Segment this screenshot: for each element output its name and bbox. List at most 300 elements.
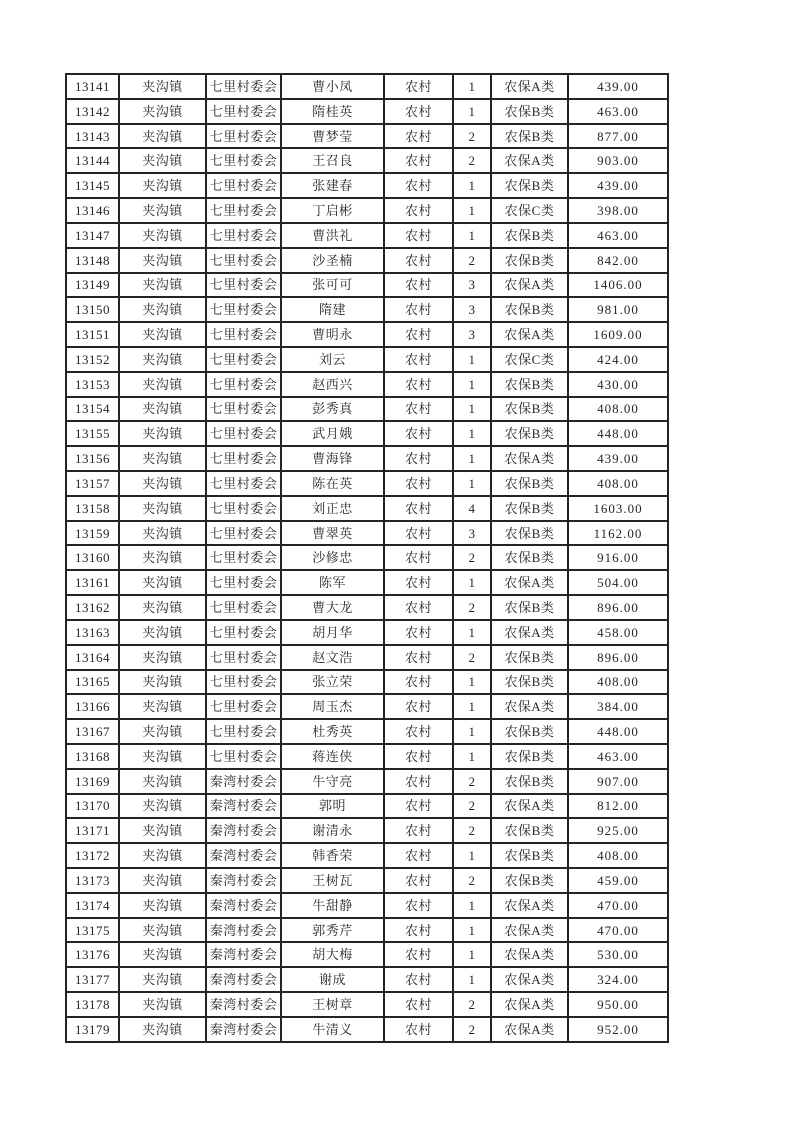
table-cell: 农保B类	[491, 397, 568, 422]
table-cell: 农村	[384, 818, 453, 843]
table-cell: 夹沟镇	[119, 421, 206, 446]
table-cell: 夹沟镇	[119, 670, 206, 695]
table-cell: 907.00	[568, 769, 668, 794]
table-cell: 农村	[384, 297, 453, 322]
table-row	[66, 620, 668, 645]
table-cell: 2	[453, 818, 491, 843]
table-row	[66, 992, 668, 1017]
table-cell: 夹沟镇	[119, 273, 206, 298]
table-cell: 农村	[384, 570, 453, 595]
table-row	[66, 248, 668, 273]
table-row	[66, 570, 668, 595]
table-cell: 农保B类	[491, 818, 568, 843]
table-cell: 七里村委会	[206, 496, 281, 521]
table-cell: 秦湾村委会	[206, 769, 281, 794]
table-cell: 896.00	[568, 645, 668, 670]
table-cell: 牛甜静	[281, 893, 384, 918]
table-cell: 1	[453, 893, 491, 918]
table-cell: 952.00	[568, 1017, 668, 1042]
table-cell: 七里村委会	[206, 595, 281, 620]
table-row	[66, 198, 668, 223]
table-row	[66, 74, 668, 99]
table-cell: 七里村委会	[206, 694, 281, 719]
table-cell: 1	[453, 694, 491, 719]
table-cell: 沙修忠	[281, 545, 384, 570]
table-cell: 七里村委会	[206, 74, 281, 99]
table-cell: 丁启彬	[281, 198, 384, 223]
table-cell: 1	[453, 843, 491, 868]
table-cell: 13156	[66, 446, 119, 471]
table-cell: 张建春	[281, 173, 384, 198]
table-cell: 刘云	[281, 347, 384, 372]
table-cell: 夹沟镇	[119, 322, 206, 347]
table-cell: 夹沟镇	[119, 868, 206, 893]
table-cell: 981.00	[568, 297, 668, 322]
table-cell: 七里村委会	[206, 273, 281, 298]
table-cell: 农保B类	[491, 670, 568, 695]
table-cell: 842.00	[568, 248, 668, 273]
table-cell: 925.00	[568, 818, 668, 843]
table-cell: 504.00	[568, 570, 668, 595]
table-cell: 农保A类	[491, 570, 568, 595]
table-row	[66, 173, 668, 198]
table-cell: 夹沟镇	[119, 595, 206, 620]
table-cell: 王树章	[281, 992, 384, 1017]
table-cell: 农村	[384, 446, 453, 471]
table-cell: 七里村委会	[206, 670, 281, 695]
table-cell: 458.00	[568, 620, 668, 645]
table-cell: 沙圣楠	[281, 248, 384, 273]
table-cell: 隋桂英	[281, 99, 384, 124]
table-cell: 农保A类	[491, 893, 568, 918]
table-cell: 农村	[384, 967, 453, 992]
table-cell: 463.00	[568, 744, 668, 769]
table-cell: 蒋连侠	[281, 744, 384, 769]
table-cell: 夹沟镇	[119, 124, 206, 149]
table-cell: 1	[453, 744, 491, 769]
table-cell: 农村	[384, 992, 453, 1017]
table-cell: 农保C类	[491, 198, 568, 223]
table-cell: 农村	[384, 595, 453, 620]
table-cell: 七里村委会	[206, 471, 281, 496]
table-cell: 武月娥	[281, 421, 384, 446]
table-cell: 农保C类	[491, 347, 568, 372]
table-cell: 13149	[66, 273, 119, 298]
table-cell: 七里村委会	[206, 322, 281, 347]
table-cell: 夹沟镇	[119, 570, 206, 595]
table-cell: 牛清义	[281, 1017, 384, 1042]
table-row	[66, 322, 668, 347]
table-cell: 2	[453, 769, 491, 794]
table-cell: 秦湾村委会	[206, 843, 281, 868]
table-cell: 13154	[66, 397, 119, 422]
table-cell: 13166	[66, 694, 119, 719]
table-row	[66, 595, 668, 620]
table-cell: 七里村委会	[206, 148, 281, 173]
table-cell: 408.00	[568, 471, 668, 496]
table-cell: 秦湾村委会	[206, 992, 281, 1017]
table-cell: 13158	[66, 496, 119, 521]
table-cell: 夹沟镇	[119, 620, 206, 645]
table-row	[66, 719, 668, 744]
table-cell: 384.00	[568, 694, 668, 719]
table-cell: 夹沟镇	[119, 297, 206, 322]
table-cell: 夹沟镇	[119, 372, 206, 397]
table-cell: 农村	[384, 670, 453, 695]
table-cell: 农保B类	[491, 545, 568, 570]
table-cell: 夹沟镇	[119, 744, 206, 769]
table-cell: 农保B类	[491, 297, 568, 322]
table-cell: 七里村委会	[206, 173, 281, 198]
table-cell: 农村	[384, 868, 453, 893]
table-cell: 农保A类	[491, 148, 568, 173]
table-cell: 13148	[66, 248, 119, 273]
table-cell: 七里村委会	[206, 446, 281, 471]
table-cell: 1	[453, 446, 491, 471]
table-cell: 2	[453, 1017, 491, 1042]
table-cell: 七里村委会	[206, 248, 281, 273]
table-row	[66, 372, 668, 397]
table-cell: 324.00	[568, 967, 668, 992]
table-cell: 农保B类	[491, 421, 568, 446]
table-cell: 398.00	[568, 198, 668, 223]
table-cell: 13172	[66, 843, 119, 868]
table-cell: 胡月华	[281, 620, 384, 645]
table-cell: 七里村委会	[206, 297, 281, 322]
table-cell: 13169	[66, 769, 119, 794]
table-cell: 439.00	[568, 74, 668, 99]
table-row	[66, 148, 668, 173]
table-cell: 韩香荣	[281, 843, 384, 868]
table-row	[66, 223, 668, 248]
table-cell: 农保A类	[491, 273, 568, 298]
table-cell: 408.00	[568, 843, 668, 868]
table-body	[66, 74, 668, 1042]
table-cell: 农村	[384, 645, 453, 670]
table-cell: 农保B类	[491, 173, 568, 198]
table-row	[66, 645, 668, 670]
table-cell: 农保A类	[491, 967, 568, 992]
table-cell: 农保A类	[491, 322, 568, 347]
table-cell: 夹沟镇	[119, 942, 206, 967]
table-cell: 秦湾村委会	[206, 893, 281, 918]
table-cell: 1	[453, 719, 491, 744]
table-cell: 408.00	[568, 670, 668, 695]
table-cell: 13165	[66, 670, 119, 695]
table-cell: 916.00	[568, 545, 668, 570]
table-cell: 农保B类	[491, 471, 568, 496]
table-cell: 夹沟镇	[119, 818, 206, 843]
table-cell: 七里村委会	[206, 397, 281, 422]
table-row	[66, 496, 668, 521]
table-cell: 农村	[384, 148, 453, 173]
table-row	[66, 694, 668, 719]
table-cell: 2	[453, 248, 491, 273]
table-cell: 夹沟镇	[119, 893, 206, 918]
table-cell: 13143	[66, 124, 119, 149]
table-cell: 农村	[384, 173, 453, 198]
table-row	[66, 893, 668, 918]
table-cell: 夹沟镇	[119, 1017, 206, 1042]
table-cell: 农保B类	[491, 99, 568, 124]
table-cell: 13176	[66, 942, 119, 967]
table-cell: 张立荣	[281, 670, 384, 695]
table-cell: 七里村委会	[206, 545, 281, 570]
benefit-roster-table	[65, 73, 669, 1043]
table-cell: 农保B类	[491, 223, 568, 248]
table-cell: 1	[453, 99, 491, 124]
table-row	[66, 942, 668, 967]
table-cell: 农保B类	[491, 843, 568, 868]
table-cell: 赵文浩	[281, 645, 384, 670]
table-cell: 谢成	[281, 967, 384, 992]
table-cell: 张可可	[281, 273, 384, 298]
table-cell: 农村	[384, 198, 453, 223]
table-cell: 530.00	[568, 942, 668, 967]
table-cell: 曹梦莹	[281, 124, 384, 149]
table-cell: 郭明	[281, 794, 384, 819]
table-row	[66, 471, 668, 496]
table-cell: 夹沟镇	[119, 347, 206, 372]
table-cell: 13162	[66, 595, 119, 620]
table-cell: 农保B类	[491, 868, 568, 893]
table-cell: 农村	[384, 471, 453, 496]
table-cell: 王召良	[281, 148, 384, 173]
table-cell: 470.00	[568, 893, 668, 918]
table-cell: 2	[453, 595, 491, 620]
table-cell: 曹大龙	[281, 595, 384, 620]
table-cell: 13155	[66, 421, 119, 446]
table-cell: 13142	[66, 99, 119, 124]
table-cell: 13157	[66, 471, 119, 496]
table-row	[66, 769, 668, 794]
table-cell: 448.00	[568, 719, 668, 744]
table-cell: 七里村委会	[206, 124, 281, 149]
table-cell: 农村	[384, 273, 453, 298]
table-row	[66, 421, 668, 446]
table-cell: 农村	[384, 372, 453, 397]
table-cell: 夹沟镇	[119, 223, 206, 248]
table-cell: 夹沟镇	[119, 794, 206, 819]
table-cell: 470.00	[568, 918, 668, 943]
table-cell: 459.00	[568, 868, 668, 893]
table-cell: 农村	[384, 99, 453, 124]
table-cell: 七里村委会	[206, 521, 281, 546]
table-cell: 950.00	[568, 992, 668, 1017]
table-row	[66, 843, 668, 868]
table-cell: 896.00	[568, 595, 668, 620]
table-cell: 13174	[66, 893, 119, 918]
table-cell: 七里村委会	[206, 570, 281, 595]
table-cell: 439.00	[568, 173, 668, 198]
table-cell: 秦湾村委会	[206, 868, 281, 893]
table-cell: 夹沟镇	[119, 148, 206, 173]
table-cell: 424.00	[568, 347, 668, 372]
table-cell: 13147	[66, 223, 119, 248]
table-cell: 2	[453, 148, 491, 173]
table-cell: 夹沟镇	[119, 496, 206, 521]
table-cell: 1	[453, 347, 491, 372]
table-cell: 牛守亮	[281, 769, 384, 794]
table-cell: 彭秀真	[281, 397, 384, 422]
table-cell: 农村	[384, 397, 453, 422]
table-cell: 1603.00	[568, 496, 668, 521]
table-cell: 曹小凤	[281, 74, 384, 99]
table-cell: 秦湾村委会	[206, 918, 281, 943]
table-cell: 秦湾村委会	[206, 967, 281, 992]
table-cell: 农村	[384, 322, 453, 347]
table-row	[66, 397, 668, 422]
table-cell: 2	[453, 868, 491, 893]
table-cell: 农保A类	[491, 620, 568, 645]
table-cell: 13141	[66, 74, 119, 99]
table-row	[66, 1017, 668, 1042]
table-cell: 1	[453, 570, 491, 595]
table-cell: 农村	[384, 694, 453, 719]
table-cell: 13179	[66, 1017, 119, 1042]
table-row	[66, 99, 668, 124]
table-cell: 夹沟镇	[119, 645, 206, 670]
table-cell: 1	[453, 372, 491, 397]
table-cell: 4	[453, 496, 491, 521]
table-cell: 农保B类	[491, 124, 568, 149]
table-row	[66, 446, 668, 471]
table-cell: 3	[453, 297, 491, 322]
table-cell: 13161	[66, 570, 119, 595]
table-cell: 农保A类	[491, 694, 568, 719]
table-cell: 农保A类	[491, 1017, 568, 1042]
table-cell: 农村	[384, 794, 453, 819]
table-cell: 1	[453, 967, 491, 992]
table-row	[66, 868, 668, 893]
table-cell: 1	[453, 74, 491, 99]
table-cell: 夹沟镇	[119, 446, 206, 471]
table-cell: 1	[453, 942, 491, 967]
table-cell: 1	[453, 471, 491, 496]
table-cell: 农村	[384, 843, 453, 868]
table-cell: 13167	[66, 719, 119, 744]
table-cell: 七里村委会	[206, 347, 281, 372]
table-cell: 1	[453, 173, 491, 198]
table-cell: 农村	[384, 719, 453, 744]
table-cell: 七里村委会	[206, 744, 281, 769]
table-cell: 1406.00	[568, 273, 668, 298]
table-cell: 2	[453, 124, 491, 149]
table-cell: 曹明永	[281, 322, 384, 347]
table-cell: 3	[453, 521, 491, 546]
table-cell: 夹沟镇	[119, 545, 206, 570]
table-cell: 903.00	[568, 148, 668, 173]
table-cell: 陈军	[281, 570, 384, 595]
table-cell: 夹沟镇	[119, 99, 206, 124]
table-cell: 夹沟镇	[119, 173, 206, 198]
table-cell: 1	[453, 918, 491, 943]
table-cell: 秦湾村委会	[206, 1017, 281, 1042]
table-cell: 秦湾村委会	[206, 942, 281, 967]
table-cell: 13177	[66, 967, 119, 992]
table-cell: 农保A类	[491, 74, 568, 99]
table-cell: 农保B类	[491, 645, 568, 670]
table-cell: 七里村委会	[206, 198, 281, 223]
table-cell: 463.00	[568, 223, 668, 248]
table-cell: 农村	[384, 942, 453, 967]
table-cell: 13146	[66, 198, 119, 223]
table-cell: 农保B类	[491, 521, 568, 546]
table-cell: 曹海锋	[281, 446, 384, 471]
table-cell: 农保A类	[491, 794, 568, 819]
table-cell: 13159	[66, 521, 119, 546]
table-cell: 877.00	[568, 124, 668, 149]
table-cell: 赵西兴	[281, 372, 384, 397]
table-cell: 430.00	[568, 372, 668, 397]
table-cell: 夹沟镇	[119, 967, 206, 992]
table-cell: 农保A类	[491, 942, 568, 967]
table-cell: 夹沟镇	[119, 769, 206, 794]
table-cell: 农村	[384, 744, 453, 769]
table-cell: 1162.00	[568, 521, 668, 546]
table-cell: 曹翠英	[281, 521, 384, 546]
table-cell: 农村	[384, 74, 453, 99]
table-cell: 2	[453, 645, 491, 670]
table-cell: 2	[453, 794, 491, 819]
table-cell: 1	[453, 620, 491, 645]
table-cell: 夹沟镇	[119, 248, 206, 273]
table-cell: 农村	[384, 769, 453, 794]
table-row	[66, 521, 668, 546]
table-cell: 七里村委会	[206, 645, 281, 670]
table-row	[66, 273, 668, 298]
table-cell: 夹沟镇	[119, 843, 206, 868]
table-cell: 七里村委会	[206, 719, 281, 744]
table-row	[66, 794, 668, 819]
table-row	[66, 967, 668, 992]
table-cell: 王树瓦	[281, 868, 384, 893]
table-cell: 刘正忠	[281, 496, 384, 521]
table-cell: 农村	[384, 347, 453, 372]
table-cell: 13160	[66, 545, 119, 570]
table-cell: 夹沟镇	[119, 74, 206, 99]
table-cell: 1	[453, 670, 491, 695]
table-cell: 13178	[66, 992, 119, 1017]
table-cell: 13164	[66, 645, 119, 670]
table-cell: 439.00	[568, 446, 668, 471]
table-cell: 农保A类	[491, 992, 568, 1017]
table-cell: 农村	[384, 620, 453, 645]
table-row	[66, 297, 668, 322]
table-cell: 13175	[66, 918, 119, 943]
table-cell: 陈在英	[281, 471, 384, 496]
table-row	[66, 670, 668, 695]
table-cell: 七里村委会	[206, 421, 281, 446]
table-cell: 农保B类	[491, 496, 568, 521]
table-cell: 农村	[384, 496, 453, 521]
table-cell: 农保B类	[491, 372, 568, 397]
table-cell: 夹沟镇	[119, 694, 206, 719]
table-cell: 13145	[66, 173, 119, 198]
table-cell: 2	[453, 545, 491, 570]
table-cell: 农村	[384, 918, 453, 943]
table-cell: 七里村委会	[206, 372, 281, 397]
table-cell: 13152	[66, 347, 119, 372]
table-cell: 农村	[384, 223, 453, 248]
table-cell: 谢清永	[281, 818, 384, 843]
table-cell: 农保A类	[491, 446, 568, 471]
table-cell: 农村	[384, 545, 453, 570]
table-cell: 夹沟镇	[119, 918, 206, 943]
table-cell: 秦湾村委会	[206, 818, 281, 843]
table-cell: 秦湾村委会	[206, 794, 281, 819]
table-cell: 13144	[66, 148, 119, 173]
